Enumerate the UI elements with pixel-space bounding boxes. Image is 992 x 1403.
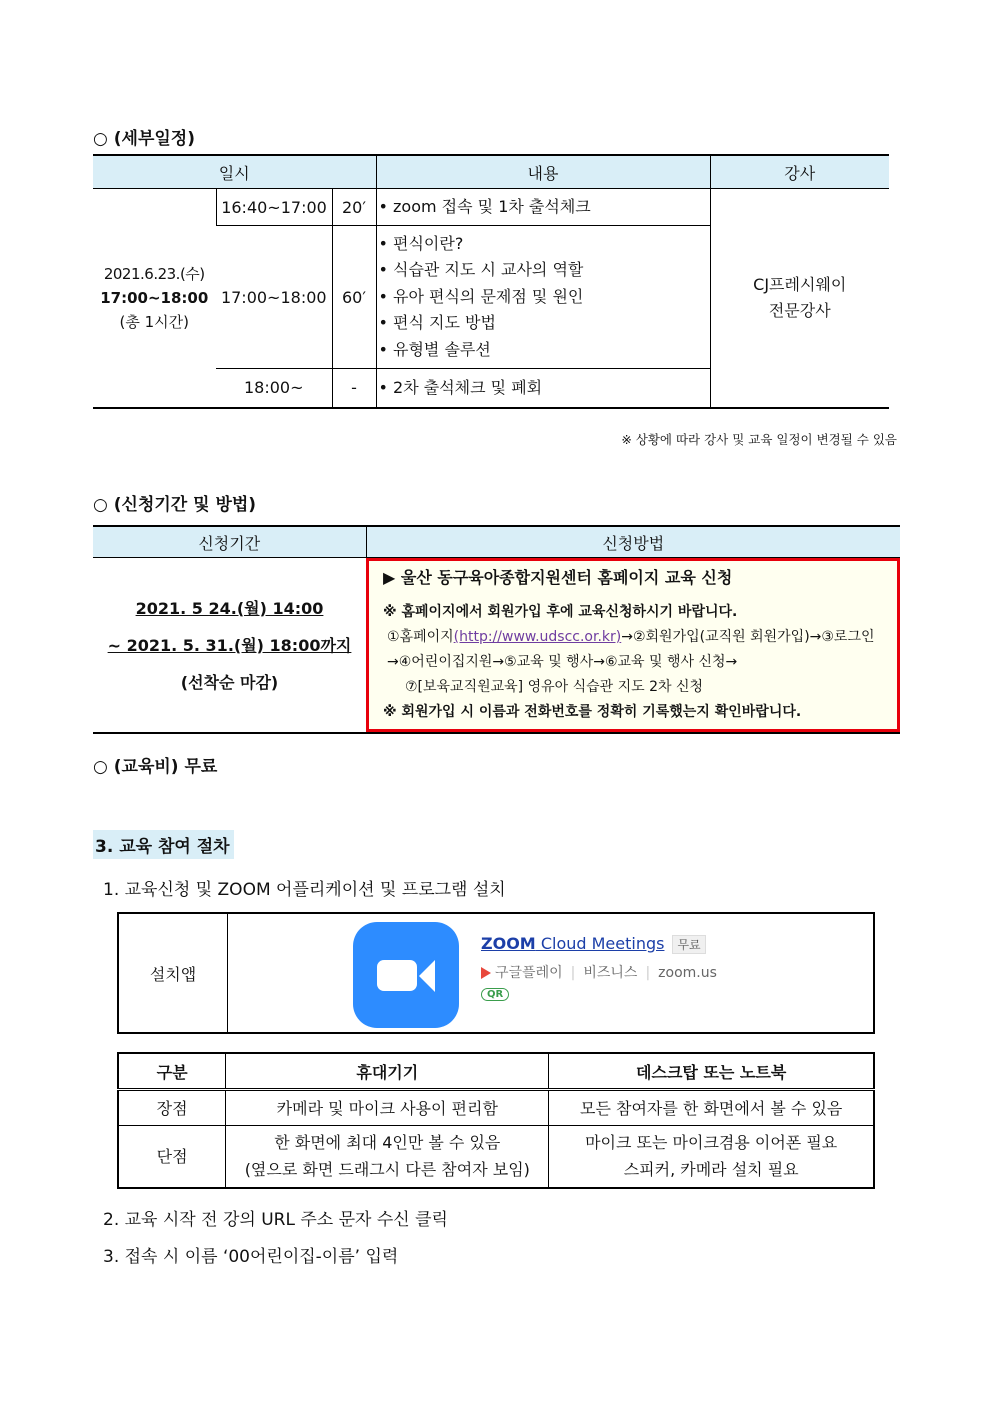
compare-cons-mobile	[226, 1126, 549, 1188]
compare-header-mobile: 휴대기기	[226, 1053, 549, 1090]
period-start: 2021. 5 24.(월) 14:00	[135, 598, 324, 618]
app-name-bold[interactable]: ZOOM	[481, 934, 536, 953]
camera-body-icon	[377, 960, 417, 991]
method-title: ▶ 울산 동구육아종합지원센터 홈페이지 교육 신청	[383, 568, 733, 587]
row1-content: • zoom 접속 및 1차 출석체크	[376, 189, 710, 226]
instructor-cell	[710, 189, 889, 408]
method-step3: ⑦[보육교직원교육] 영유아 식습관 지도 2차 신청	[405, 679, 704, 695]
procedure-step1: 1. 교육신청 및 ZOOM 어플리케이션 및 프로그램 설치	[103, 880, 506, 900]
row3-content: • 2차 출석체크 및 폐회	[376, 369, 710, 408]
device-compare-table	[117, 1052, 875, 1189]
method-step1	[383, 625, 889, 650]
list-item: • 편식 지도 방법	[378, 313, 496, 333]
compare-row-label: 장점	[118, 1090, 226, 1126]
application-header-method: 신청방법	[366, 526, 900, 558]
schedule-header-datetime: 일시	[93, 155, 376, 189]
app-name-rest[interactable]: Cloud Meetings	[535, 934, 665, 953]
list-item: • 유아 편식의 문제점 및 원인	[378, 286, 584, 306]
homepage-link[interactable]: (http://www.udscc.or.kr)	[453, 629, 622, 645]
app-title[interactable]	[481, 934, 706, 954]
schedule-total-duration: (총 1시간)	[119, 312, 189, 331]
fee-heading: ○ (교육비) 무료	[93, 757, 218, 777]
list-item: • 편식이란?	[378, 233, 464, 253]
app-developer: zoom.us	[658, 965, 717, 981]
application-table	[93, 525, 900, 734]
schedule-header-instructor: 강사	[710, 155, 889, 189]
method-step2: →④어린이집지원→⑤교육 및 행사→⑥교육 및 행사 신청→	[387, 654, 738, 670]
row2-time: 17:00~18:00	[216, 226, 332, 369]
method-warning: ※ 회원가입 시 이름과 전화번호를 정확히 기록했는지 확인바랍니다.	[383, 704, 802, 720]
cons-desktop-line1: 마이크 또는 마이크겸용 이어폰 필요	[585, 1133, 838, 1153]
method-step1-pre: ①홈페이지	[387, 629, 454, 645]
row1-duration: 20′	[332, 189, 376, 226]
free-badge: 무료	[672, 935, 705, 954]
row2-duration: 60′	[332, 226, 376, 369]
application-period	[93, 558, 366, 734]
row3-duration: -	[332, 369, 376, 408]
app-meta: 구글플레이 | 비즈니스 | zoom.us	[481, 962, 717, 982]
schedule-header-content: 내용	[376, 155, 710, 189]
application-header-period: 신청기간	[93, 526, 366, 558]
compare-row-label: 단점	[118, 1126, 226, 1188]
procedure-step3: 3. 접속 시 이름 ‘00어린이집-이름’ 입력	[103, 1247, 399, 1267]
compare-header-desktop: 데스크탑 또는 노트북	[549, 1053, 874, 1090]
cons-mobile-line1: 한 화면에 최대 4인만 볼 수 있음	[274, 1133, 501, 1153]
camera-lens-icon	[419, 960, 435, 992]
row2-content	[376, 226, 710, 369]
app-install-box	[117, 912, 875, 1034]
zoom-video-camera-icon	[353, 922, 459, 1028]
compare-cons-desktop	[549, 1126, 874, 1188]
compare-pros-desktop: 모든 참여자를 한 화면에서 볼 수 있음	[549, 1090, 874, 1126]
app-label: 설치앱	[119, 914, 228, 1032]
row3-time: 18:00~	[216, 369, 332, 408]
qr-badge[interactable]: QR	[481, 988, 509, 1001]
method-step1-post: →②회원가입(교직원 회원가입)→③로그인	[621, 629, 875, 645]
list-item: • 식습관 지도 시 교사의 역할	[378, 260, 584, 280]
period-end: ~ 2021. 5. 31.(월) 18:00까지	[107, 635, 352, 655]
application-heading: ○ (신청기간 및 방법)	[93, 495, 257, 515]
application-method-cell	[366, 558, 900, 734]
app-category: 비즈니스	[583, 965, 638, 981]
schedule-date-cell	[93, 189, 216, 408]
compare-header-category: 구분	[118, 1053, 226, 1090]
schedule-note: ※ 상황에 따라 강사 및 교육 일정이 변경될 수 있음	[621, 432, 897, 447]
compare-pros-mobile: 카메라 및 마이크 사용이 편리함	[226, 1090, 549, 1126]
list-item: • 유형별 솔루션	[378, 339, 491, 359]
schedule-time-range: 17:00~18:00	[100, 288, 209, 307]
instructor-company: CJ프레시웨이	[753, 274, 847, 294]
schedule-table	[93, 154, 889, 409]
period-note: (선착순 마감)	[180, 672, 279, 692]
procedure-heading: 3. 교육 참여 절차	[93, 830, 234, 859]
cons-mobile-line2: (옆으로 화면 드래그시 다른 참여자 보임)	[244, 1160, 530, 1180]
schedule-date: 2021.6.23.(수)	[103, 264, 205, 283]
row1-time: 16:40~17:00	[216, 189, 332, 226]
cons-desktop-line2: 스피커, 카메라 설치 필요	[623, 1160, 799, 1180]
google-play-icon	[481, 967, 491, 979]
schedule-heading: ○ (세부일정)	[93, 129, 195, 149]
application-method-box	[366, 558, 900, 732]
instructor-title: 전문강사	[768, 300, 831, 320]
method-notice: ※ 홈페이지에서 회원가입 후에 교육신청하시기 바랍니다.	[383, 604, 738, 620]
procedure-step2: 2. 교육 시작 전 강의 URL 주소 문자 수신 클릭	[103, 1210, 448, 1230]
app-store: 구글플레이	[495, 965, 563, 981]
